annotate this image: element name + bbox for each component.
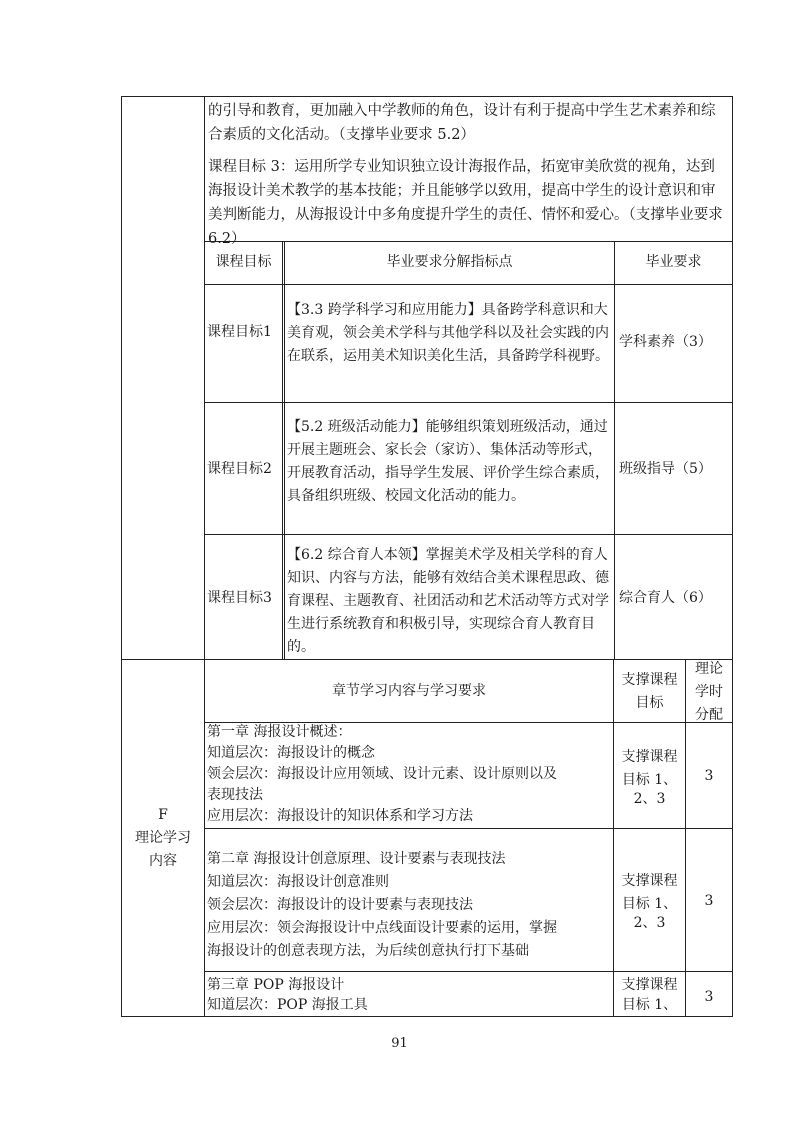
row3-objective: 课程目标3 [207, 590, 272, 606]
ch1-hours: 3 [704, 768, 714, 784]
ch1-line: 领会层次：海报设计应用领域、设计元素、设计原则以及 [207, 766, 557, 782]
objective-3-description: 课程目标 3：运用所学专业知识独立设计海报作品，拓宽审美欣赏的视角，达到海报设计美术教学的基本技能；并且能够学以致用，提高中学生的设计意识和审美判断能力，从海报设计中多角度提升学生的责任、情怀和爱心。（支撑毕业要求 6.2） [208, 159, 723, 247]
ch2-line: 海报设计的创意表现方法，为后续创意执行打下基础 [207, 943, 529, 959]
header-course-objective: 课程目标 [215, 254, 272, 270]
row3-requirement: 综合育人（6） [619, 590, 712, 606]
theory-row2-bottom [204, 971, 732, 972]
label-column-divider [204, 96, 205, 1017]
ch2-line: 领会层次：海报设计的设计要素与表现技法 [207, 897, 473, 913]
theory-header-hours-l3: 分配 [695, 707, 723, 723]
header-indicator-points: 毕业要求分解指标点 [386, 254, 513, 270]
objective-col-divider-1 [282, 241, 283, 659]
ch2-hours: 3 [704, 893, 714, 909]
row2-indicator: 【5.2 班级活动能力】能够组织策划班级活动，通过开展主题班会、家长会（家访）、集体活动等形式，开展教育活动，指导学生发展、评价学生综合素质，具备组织班级、校园文化活动的能力。 [287, 419, 609, 504]
ch3-support-l2: 目标 1、 [621, 997, 678, 1013]
theory-header-support-l1: 支撑课程 [621, 672, 678, 688]
theory-row1-bottom [204, 828, 732, 829]
ch1-line: 表现技法 [207, 787, 263, 803]
ch1-support-l3: 2、3 [633, 791, 666, 807]
row2-objective: 课程目标2 [207, 461, 272, 477]
section-title-line1: 理论学习 [135, 830, 191, 846]
theory-header-content: 章节学习内容与学习要求 [332, 683, 486, 699]
ch2-support-l3: 2、3 [633, 915, 666, 931]
ch1-title: 第一章 海报设计概述： [207, 724, 352, 740]
ch2-line: 知道层次：海报设计创意准则 [207, 874, 389, 890]
ch3-hours: 3 [704, 989, 714, 1005]
page-number: 91 [391, 1036, 408, 1051]
ch1-support-l2: 目标 1、 [621, 772, 678, 788]
row1-requirement: 学科素养（3） [619, 334, 712, 350]
ch2-support-l1: 支撑课程 [621, 873, 678, 889]
ch3-title: 第三章 POP 海报设计 [207, 977, 345, 993]
section-title-line2: 内容 [149, 853, 177, 869]
ch1-line: 知道层次：海报设计的概念 [207, 745, 375, 761]
table-right-border [732, 96, 733, 1017]
objective-2-continuation: 的引导和教育，更加融入中学教师的角色，设计有利于提高中学生艺术素养和综合素质的文化活动。（支撑毕业要求 5.2） [208, 103, 716, 143]
ch2-support-l2: 目标 1、 [621, 896, 678, 912]
objective-col-divider-1b [284, 241, 285, 659]
ch2-line: 应用层次：领会海报设计中点线面设计要素的运用，掌握 [207, 920, 557, 936]
row3-indicator: 【6.2 综合育人本领】掌握美术学及相关学科的育人知识、内容与方法，能够有效结合美术课程思政、德育课程、主题教育、社团活动和艺术活动等方式对学生进行系统教育和积极引导，实现综合育人教育目的。 [287, 547, 609, 655]
header-graduation-req: 毕业要求 [645, 254, 702, 270]
theory-header-hours-l2: 学时 [695, 684, 723, 700]
theory-header-support-l2: 目标 [635, 695, 664, 711]
ch3-support-l1: 支撑课程 [621, 977, 678, 993]
theory-header-hours-l1: 理论 [695, 661, 723, 677]
ch1-line: 应用层次：海报设计的知识体系和学习方法 [207, 808, 473, 824]
table-top-border [121, 96, 733, 97]
table-left-border [121, 96, 122, 1017]
ch1-support-l1: 支撑课程 [621, 749, 678, 765]
row2-requirement: 班级指导（5） [619, 461, 712, 477]
ch2-title: 第二章 海报设计创意原理、设计要素与表现技法 [207, 851, 506, 867]
row1-indicator: 【3.3 跨学科学习和应用能力】具备跨学科意识和大美育观，领会美术学科与其他学科以及社会实践的内在联系，运用美术知识美化生活，具备跨学科视野。 [287, 302, 609, 364]
section-letter: F [158, 807, 168, 823]
ch3-line: 知道层次：POP 海报工具 [207, 997, 368, 1013]
section-f-top [121, 659, 733, 660]
row1-objective: 课程目标1 [207, 324, 272, 340]
objective-col-divider-2 [614, 241, 615, 659]
